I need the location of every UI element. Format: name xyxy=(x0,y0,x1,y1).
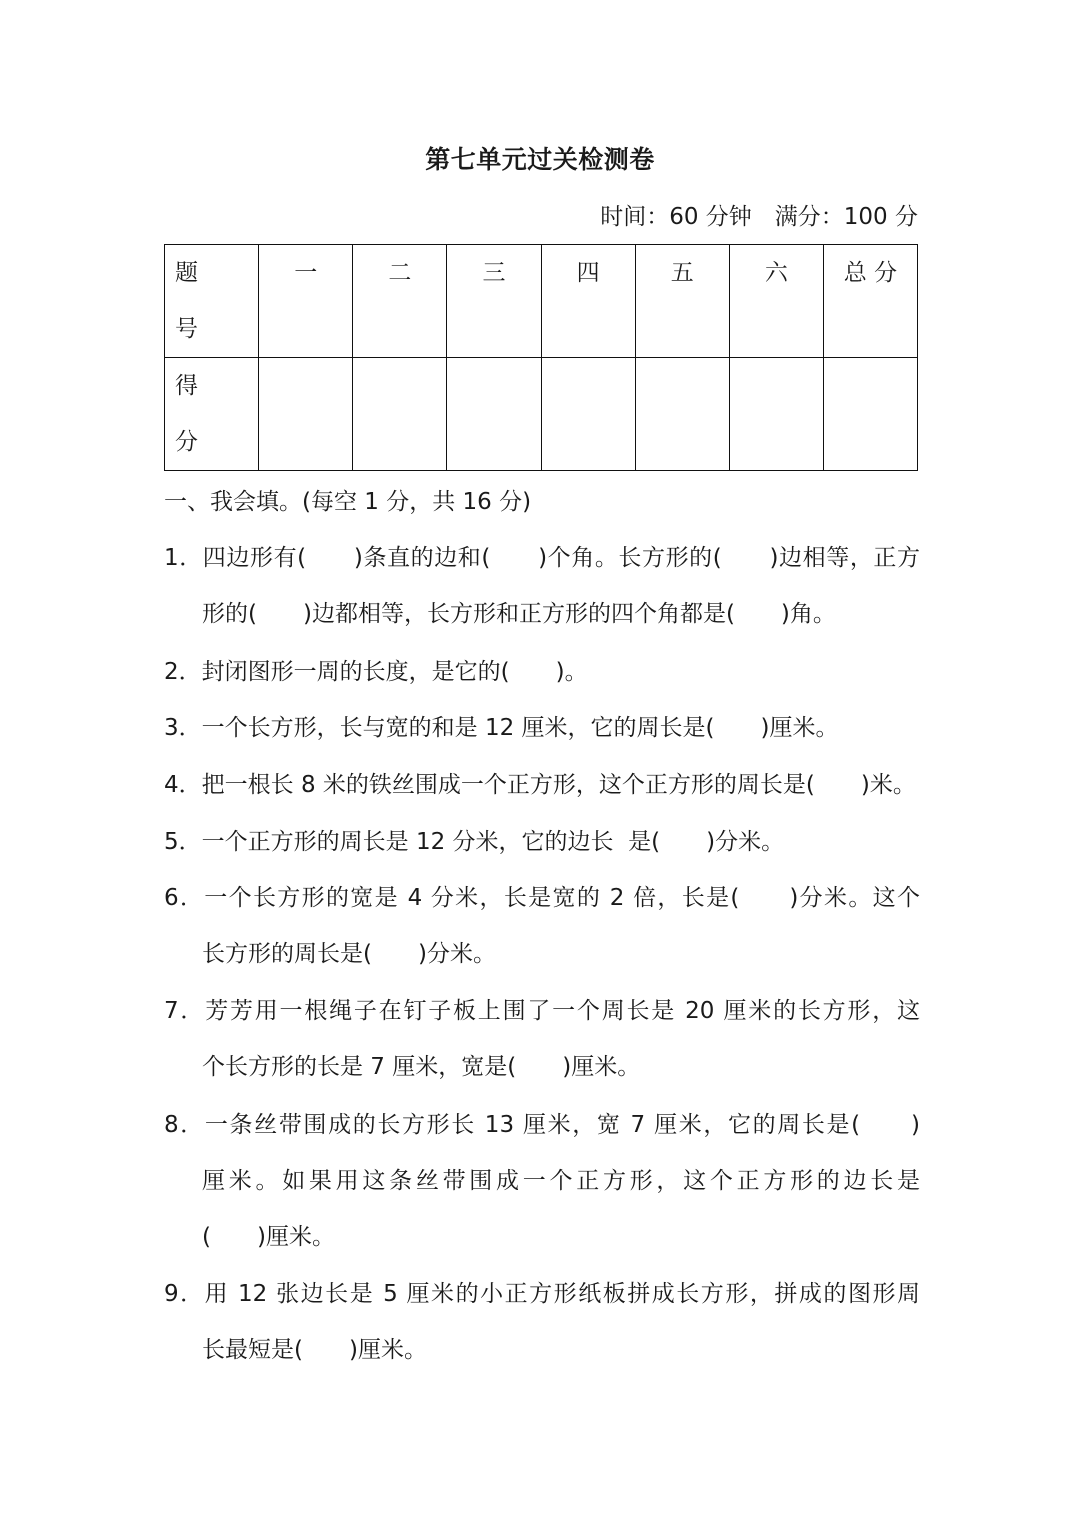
question-9 xyxy=(164,1266,920,1378)
question-6 xyxy=(164,870,920,982)
question-line: 长方形的周长是( )分米。 xyxy=(202,941,496,967)
question-line: 5．一个正方形的周长是 12 分米，它的边长 是( )分米。 xyxy=(164,829,785,855)
header-row xyxy=(165,245,918,358)
question-3 xyxy=(164,700,920,756)
column-header: 三 xyxy=(447,245,541,358)
exam-meta: 时间：60 分钟 满分：100 分 xyxy=(600,204,918,230)
score-row-label-char: 得 xyxy=(175,373,198,399)
score-cell[interactable] xyxy=(259,358,353,471)
question-1 xyxy=(164,530,920,642)
column-header: 总 分 xyxy=(823,245,917,358)
column-header: 一 xyxy=(259,245,353,358)
score-cell[interactable] xyxy=(447,358,541,471)
score-row-label xyxy=(165,358,259,471)
question-8 xyxy=(164,1097,920,1265)
score-cell[interactable] xyxy=(729,358,823,471)
page-title: 第七单元过关检测卷 xyxy=(425,145,655,174)
question-line: 2．封闭图形一周的长度，是它的( )。 xyxy=(164,659,588,685)
score-row xyxy=(165,358,918,471)
question-2 xyxy=(164,644,920,700)
section-heading: 一、我会填。(每空 1 分，共 16 分) xyxy=(164,489,532,515)
question-line: 4．把一根长 8 米的铁丝围成一个正方形，这个正方形的周长是( )米。 xyxy=(164,772,916,798)
score-cell[interactable] xyxy=(823,358,917,471)
question-line: 6．一个长方形的宽是 4 分米，长是宽的 2 倍，长是( )分米。这个 xyxy=(164,885,920,911)
column-header: 四 xyxy=(541,245,635,358)
score-table xyxy=(164,244,918,471)
question-line: 9．用 12 张边长是 5 厘米的小正方形纸板拼成长方形，拼成的图形周 xyxy=(164,1281,920,1307)
score-cell[interactable] xyxy=(353,358,447,471)
question-line: 1．四边形有( )条直的边和( )个角。长方形的( )边相等，正方 xyxy=(164,545,920,571)
question-7 xyxy=(164,983,920,1095)
question-5 xyxy=(164,814,920,870)
score-cell[interactable] xyxy=(541,358,635,471)
question-line: 形的( )边都相等，长方形和正方形的四个角都是( )角。 xyxy=(202,601,836,627)
question-4 xyxy=(164,757,920,813)
question-line: 厘米。如果用这条丝带围成一个正方形，这个正方形的边长是 xyxy=(202,1168,920,1194)
question-line: ( )厘米。 xyxy=(202,1224,335,1250)
column-header: 二 xyxy=(353,245,447,358)
header-row-label-char: 号 xyxy=(175,316,198,342)
header-row-label xyxy=(165,245,259,358)
score-cell[interactable] xyxy=(635,358,729,471)
column-header: 六 xyxy=(729,245,823,358)
question-line: 个长方形的长是 7 厘米，宽是( )厘米。 xyxy=(202,1054,641,1080)
question-line: 7．芳芳用一根绳子在钉子板上围了一个周长是 20 厘米的长方形，这 xyxy=(164,998,920,1024)
question-line: 3．一个长方形，长与宽的和是 12 厘米，它的周长是( )厘米。 xyxy=(164,715,839,741)
question-line: 长最短是( )厘米。 xyxy=(202,1337,427,1363)
column-header: 五 xyxy=(635,245,729,358)
score-row-label-char: 分 xyxy=(175,429,198,455)
header-row-label-char: 题 xyxy=(175,260,198,286)
question-line: 8．一条丝带围成的长方形长 13 厘米，宽 7 厘米，它的周长是( ) xyxy=(164,1112,920,1138)
